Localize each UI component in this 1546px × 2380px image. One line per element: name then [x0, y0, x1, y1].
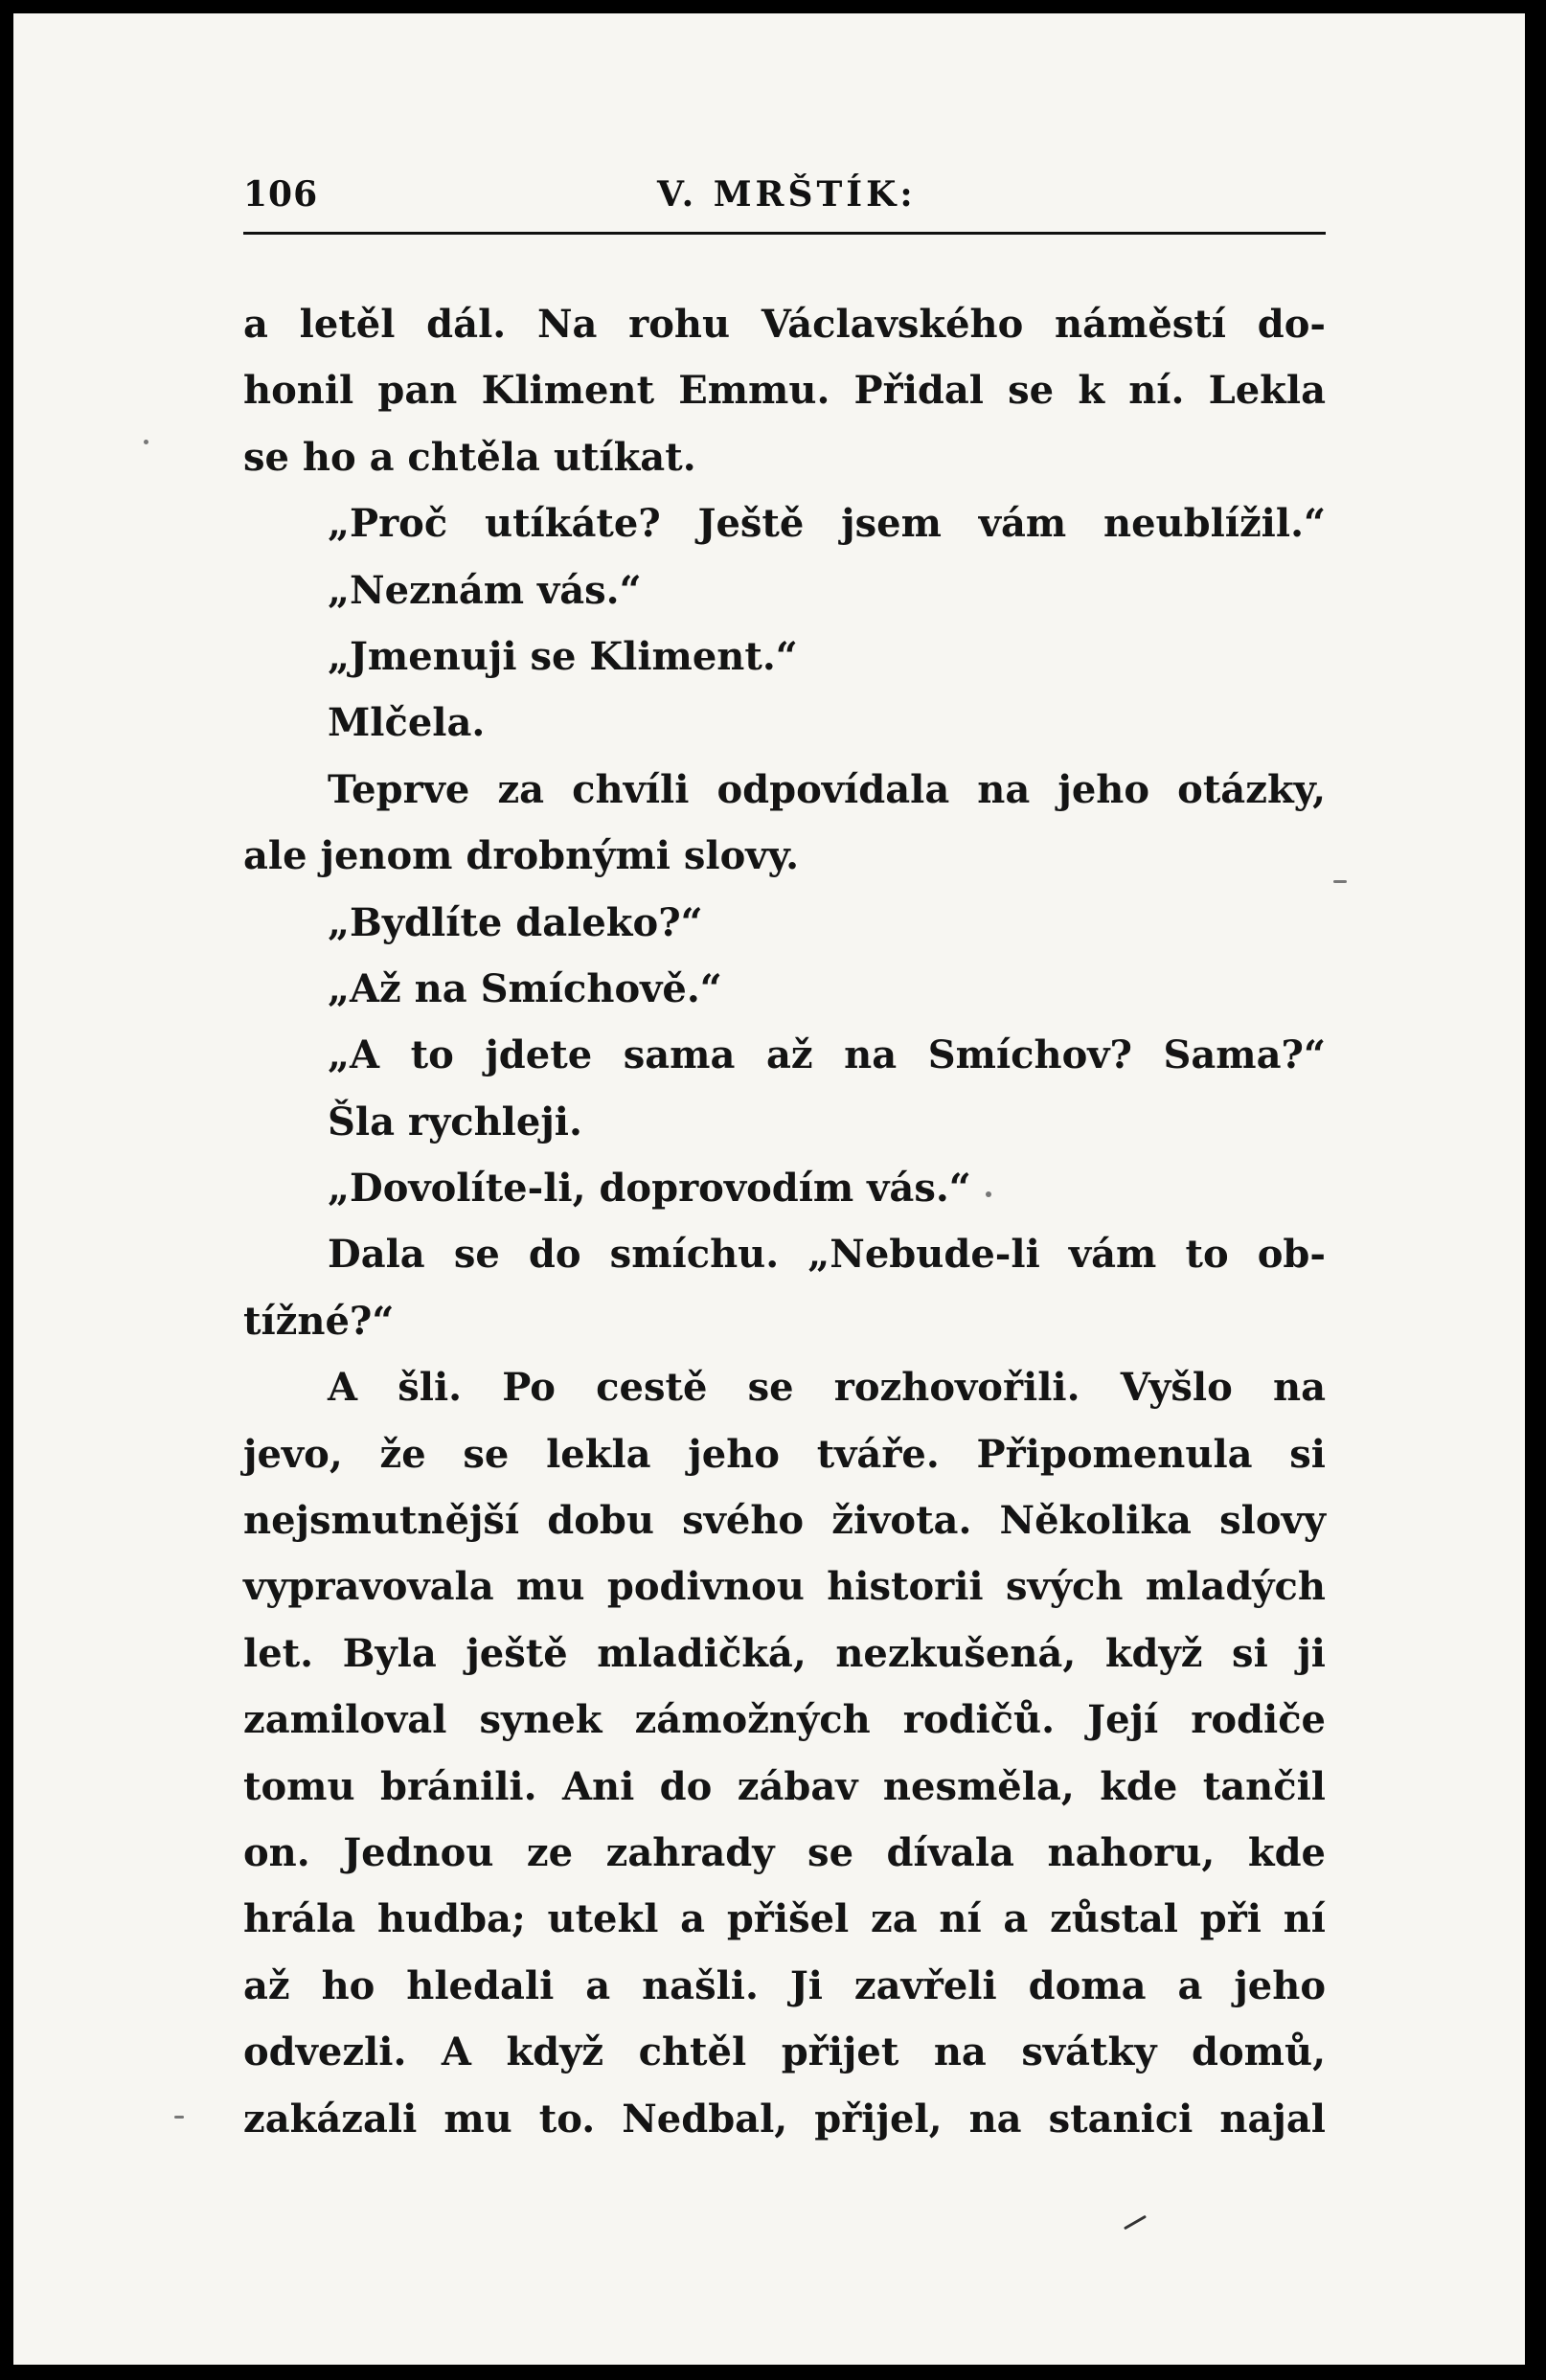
paper-speck [174, 2116, 184, 2119]
text-line: vypravovala mu podivnou historii svých mladých [243, 1564, 1326, 1610]
text-line: Teprve za chvíli odpovídala na jeho otázky, [328, 766, 1326, 812]
text-line: A šli. Po cestě se rozhovořili. Vyšlo na [328, 1365, 1326, 1411]
text-line: on. Jednou ze zahrady se dívala nahoru, kde [243, 1829, 1326, 1875]
paper-speck [144, 440, 148, 444]
text-line: ale jenom drobnými slovy. [243, 833, 800, 879]
text-line: zakázali mu to. Nedbal, přijel, na stanici najal [243, 2096, 1326, 2142]
page-number: 106 [243, 174, 319, 215]
text-line: se ho a chtěla utíkat. [243, 434, 696, 480]
text-line: let. Byla ještě mladičká, nezkušená, když si ji [243, 1630, 1326, 1676]
text-line: „Dovolíte-li, doprovodím vás.“ [328, 1166, 971, 1212]
text-line: „Proč utíkáte? Ještě jsem vám neublížil.“ [328, 501, 1326, 547]
text-line: Šla rychleji. [328, 1099, 582, 1145]
text-line: tížné?“ [243, 1298, 395, 1344]
text-line: honil pan Kliment Emmu. Přidal se k ní. Lekla [243, 368, 1326, 414]
paper-speck [986, 1191, 991, 1197]
text-line: hrála hudba; utekl a přišel za ní a zůstal při ní [243, 1896, 1326, 1942]
running-head: V. MRŠTÍK: [657, 174, 917, 215]
header-rule [243, 232, 1326, 235]
text-line: „Až na Smíchově.“ [328, 965, 722, 1011]
text-line: „A to jdete sama až na Smíchov? Sama?“ [328, 1032, 1326, 1078]
text-line: „Jmenuji se Kliment.“ [328, 633, 798, 679]
page-header [243, 165, 1326, 232]
text-line: Mlčela. [328, 700, 486, 746]
text-line: Dala se do smíchu. „Nebude-li vám to ob- [328, 1232, 1326, 1278]
book-page [13, 13, 1525, 2365]
text-line: „Bydlíte daleko?“ [328, 899, 703, 945]
paper-speck [1124, 2215, 1147, 2231]
text-line: zamiloval synek zámožných rodičů. Její rodiče [243, 1697, 1326, 1743]
text-line: „Neznám vás.“ [328, 567, 642, 613]
paper-speck [1333, 880, 1347, 883]
text-line: odvezli. A když chtěl přijet na svátky domů, [243, 2029, 1326, 2075]
text-line: nejsmutnější dobu svého života. Několika slovy [243, 1498, 1326, 1544]
text-line: jevo, že se lekla jeho tváře. Připomenula si [243, 1431, 1326, 1477]
text-line: tomu bránili. Ani do zábav nesměla, kde tančil [243, 1763, 1326, 1809]
text-line: až ho hledali a našli. Ji zavřeli doma a jeho [243, 1962, 1326, 2008]
body-text [243, 291, 1326, 2152]
text-line: a letěl dál. Na rohu Václavského náměstí do- [243, 302, 1326, 347]
